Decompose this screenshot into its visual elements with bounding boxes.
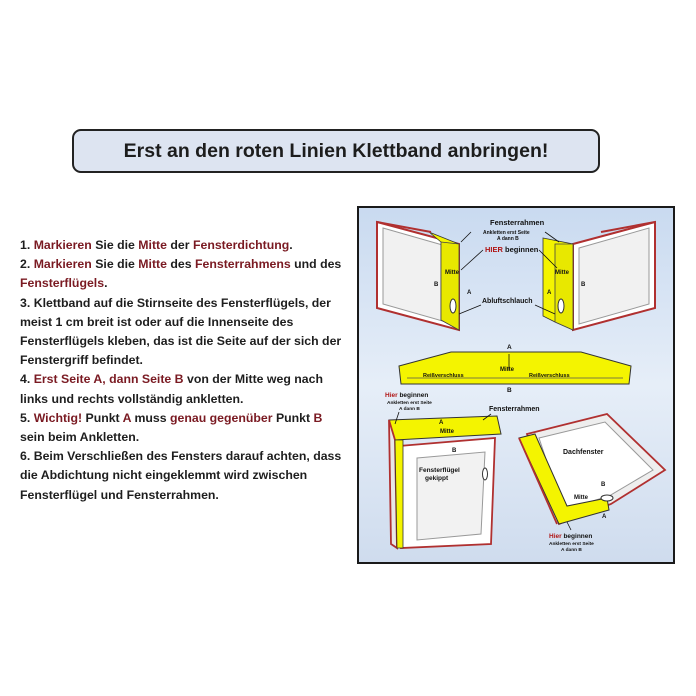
step-text: Punkt	[272, 410, 314, 425]
step-text: .	[104, 276, 108, 291]
label-b-left: B	[434, 282, 439, 288]
label-reiss-left: Reißverschluss	[423, 373, 464, 379]
label-a-br: A	[602, 514, 607, 520]
instruction-step	[20, 409, 350, 447]
step-number: 4.	[20, 372, 34, 387]
label-anklett-bl-2: A dann B	[399, 407, 420, 412]
label-hier-beginnen-top: HIER beginnen	[485, 245, 539, 254]
label-anklett-top-1: Ankletten erst Seite	[483, 230, 530, 236]
label-anklett-top-2: A dann B	[497, 236, 519, 242]
step-text: sein beim Ankletten.	[20, 430, 140, 445]
label-b-br: B	[601, 482, 606, 488]
highlighted-term: Erst Seite A, dann Seite B	[33, 372, 184, 387]
step-text: muss	[131, 410, 171, 425]
highlighted-term: Fensterflügels	[20, 276, 105, 291]
title-banner	[72, 129, 600, 173]
highlighted-term: Markieren	[33, 238, 92, 252]
step-number: 1.	[20, 238, 34, 252]
label-dachfenster: Dachfenster	[563, 449, 604, 456]
highlighted-term: Fensterrahmens	[195, 257, 291, 272]
label-anklett-br-1: Ankletten erst Seite	[549, 542, 594, 547]
step-number: 6.	[20, 449, 34, 464]
instruction-step	[20, 236, 350, 255]
zipper-strip	[399, 352, 631, 384]
label-abluftschlauch: Abluftschlauch	[482, 298, 533, 305]
label-fensterfluegel-1: Fensterflügel	[419, 467, 460, 474]
step-text: von der Mitte weg nach links und rechts vollständig ankletten.	[20, 372, 323, 406]
banner-title: Erst an den roten Linien Klettband anbringen!	[123, 139, 549, 162]
label-a-left: A	[467, 290, 472, 296]
instruction-step	[20, 447, 350, 505]
highlighted-term: B	[313, 410, 323, 425]
installation-diagram	[357, 206, 675, 564]
step-text: Punkt	[82, 410, 123, 425]
step-number: 3.	[20, 295, 34, 310]
step-number: 2.	[20, 257, 34, 272]
label-anklett-br-2: A dann B	[561, 548, 582, 553]
highlighted-term: Mitte	[138, 257, 167, 272]
instruction-step	[20, 370, 350, 408]
label-hier-beginnen-bl: Hier beginnen	[385, 392, 429, 399]
step-text: Beim Verschließen des Fensters darauf achten, dass die Abdichtung nicht eingeklemmt wird zwischen Fensterflügel und Fensterrahmen.	[20, 449, 342, 502]
highlighted-term: genau gegenüber	[170, 410, 273, 425]
step-text: des	[166, 257, 196, 272]
step-text: .	[289, 238, 293, 252]
step-text: der	[166, 238, 193, 252]
highlighted-term: Markieren	[33, 257, 92, 272]
highlighted-term: Mitte	[138, 238, 167, 252]
highlighted-term: Wichtig!	[33, 410, 83, 425]
label-mitte-left: Mitte	[445, 270, 459, 276]
instruction-list	[20, 236, 350, 505]
highlighted-term: Fensterdichtung	[192, 238, 290, 252]
step-text: Klettband auf die Stirnseite des Fensterflügels, der meist 1 cm breit ist oder auf die Innenseite des Fensterflügels kleben, das ist die Seite auf der sich der Fenstergriff befindet.	[20, 295, 342, 368]
step-number: 5.	[20, 410, 34, 425]
highlighted-term: A	[122, 410, 132, 425]
label-b-right: B	[581, 282, 586, 288]
label-a-strip: A	[507, 344, 512, 351]
step-text: Sie die	[91, 257, 139, 272]
label-a-bl: A	[439, 420, 444, 426]
label-hier-beginnen-br: Hier beginnen	[549, 533, 593, 540]
label-mitte-strip: Mitte	[500, 367, 514, 373]
label-mitte-right: Mitte	[555, 270, 569, 276]
label-mitte-bl: Mitte	[440, 429, 454, 435]
label-fensterfluegel-2: gekippt	[425, 475, 449, 482]
step-text: Sie die	[91, 238, 139, 252]
label-mitte-br: Mitte	[574, 495, 588, 501]
label-a-right: A	[547, 290, 552, 296]
label-fensterrahmen-top: Fensterrahmen	[490, 218, 545, 227]
diagram-svg	[359, 208, 673, 562]
instruction-step	[20, 294, 350, 371]
label-b-strip: B	[507, 387, 512, 394]
instruction-step	[20, 255, 350, 293]
label-anklett-bl-1: Ankletten erst Seite	[387, 401, 432, 406]
label-fensterrahmen-bl: Fensterrahmen	[489, 406, 540, 413]
label-reiss-right: Reißverschluss	[529, 373, 570, 379]
label-b-bl: B	[452, 448, 457, 454]
step-text: und des	[290, 257, 342, 272]
